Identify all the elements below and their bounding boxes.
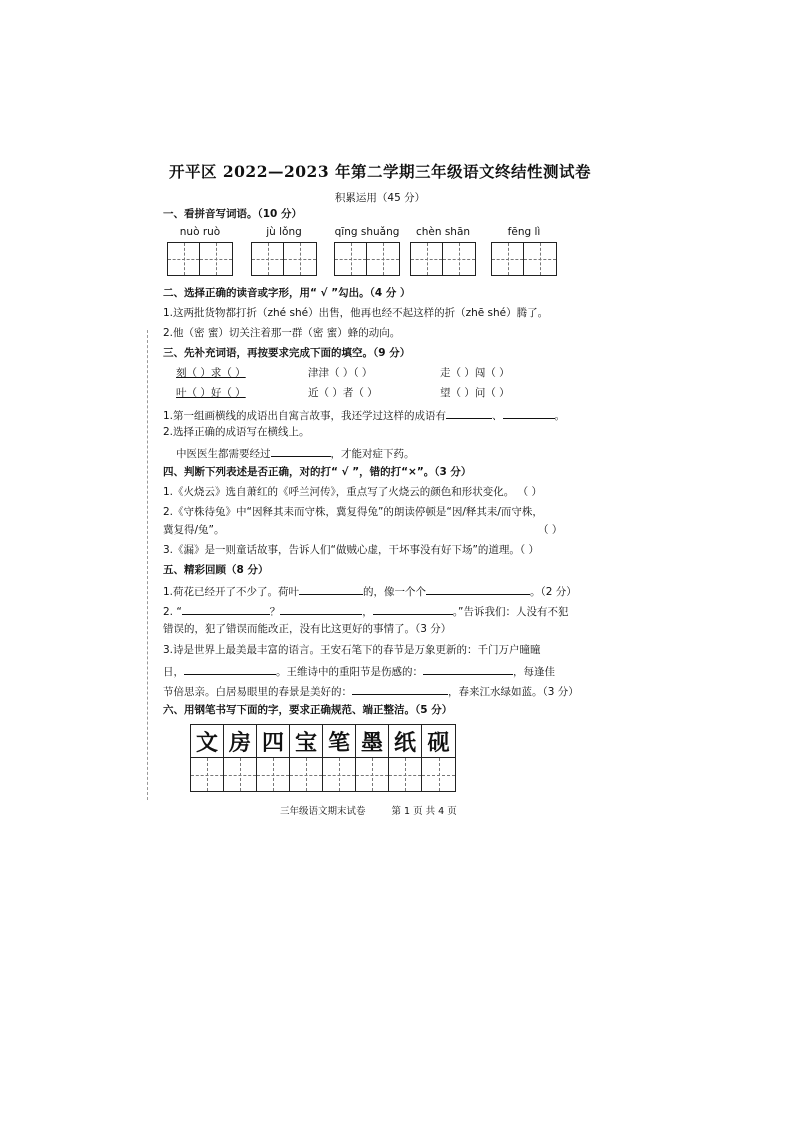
pinyin-item — [334, 226, 400, 276]
answer-blank[interactable] — [373, 603, 453, 615]
pinyin-item — [491, 226, 557, 276]
pinyin-text: fēng lì — [507, 226, 541, 238]
pinyin-text: nuò ruò — [179, 226, 221, 238]
model-character: 四 — [261, 729, 284, 756]
model-character: 文 — [195, 729, 218, 756]
pinyin-item — [167, 226, 233, 276]
writing-cell[interactable] — [224, 758, 257, 791]
q5-line-2-cont: 错误的，犯了错误而能改正，没有比这更好的事情了。（3 分） — [163, 623, 452, 635]
pinyin-text: chèn shān — [415, 226, 471, 238]
footer-page-number: 第 1 页 共 4 页 — [391, 806, 457, 817]
pinyin-text: jù lǒng — [266, 226, 302, 238]
answer-blank[interactable] — [184, 663, 276, 675]
page-footer — [280, 803, 483, 817]
q3-heading: 三、先补充词语，再按要求完成下面的填空。（9 分） — [163, 347, 411, 359]
q4-line-1: 1.《火烧云》选自萧红的《呼兰河传》，重点写了火烧云的颜色和形状变化。 （ ） — [163, 486, 542, 498]
answer-blank[interactable] — [271, 445, 331, 457]
tian-grid[interactable] — [410, 242, 476, 276]
q4-line-4: 3.《漏》是一则童话故事，告诉人们“做贼心虚，干坏事没有好下场”的道理。（ ） — [163, 544, 539, 556]
q4-answer-paren[interactable]: （ ） — [538, 524, 563, 536]
model-character: 纸 — [393, 729, 416, 756]
idiom-blank: 刻（ ）求（ ） — [176, 367, 246, 379]
q5-heading: 五、精彩回顾（8 分） — [163, 564, 269, 576]
writing-cell[interactable] — [422, 758, 455, 791]
q4-line-3: 冀复得/兔”。 — [163, 524, 225, 536]
q4-line-2: 2.《守株待兔》中“因释其耒而守株，冀复得兔”的朗读停顿是“因/释其耒/而守株， — [163, 506, 543, 518]
q2-line-1: 1.这两批货物都打折（zhé shé）出售，他再也经不起这样的折（zhē shé）腾了。 — [163, 307, 549, 319]
answer-blank[interactable] — [446, 407, 492, 419]
model-character: 宝 — [294, 729, 317, 756]
q2-line-2: 2.他（密 蜜）切关注着那一群（密 蜜）蜂的动向。 — [163, 327, 401, 339]
tian-grid[interactable] — [167, 242, 233, 276]
writing-cell[interactable] — [257, 758, 290, 791]
q3-sub-2-sentence: 中医医生都需要经过 ，才能对症下药。 — [176, 445, 415, 461]
q1-heading: 一、看拼音写词语。（10 分） — [163, 208, 303, 220]
idiom-blank: 走（ ）闯（ ） — [440, 367, 510, 379]
answer-blank[interactable] — [352, 683, 448, 695]
answer-blank[interactable] — [423, 663, 513, 675]
answer-blank[interactable] — [426, 583, 530, 595]
model-character: 笔 — [327, 729, 350, 756]
section-subtitle: 积累运用（45 分） — [334, 192, 426, 204]
idiom-blank: 望（ ）问（ ） — [440, 387, 510, 399]
q5-line-1: 1.荷花已经开了不少了。荷叶 的，像一个个 。（2 分） — [163, 583, 577, 599]
writing-cell[interactable] — [191, 758, 224, 791]
q5-line-3-cont: 日， 。王维诗中的重阳节是伤感的： ，每逢佳 — [163, 663, 555, 679]
q3-sub-1: 1.第一组画横线的成语出自寓言故事，我还学过这样的成语有 、 。 — [163, 407, 565, 423]
exam-title: 开平区 2022—2023 年第二学期三年级语文终结性测试卷 — [168, 162, 592, 181]
answer-blank[interactable] — [182, 603, 270, 615]
tian-grid[interactable] — [491, 242, 557, 276]
handwriting-grid[interactable] — [190, 724, 456, 792]
model-character: 房 — [228, 729, 251, 756]
writing-cell[interactable] — [323, 758, 356, 791]
pinyin-item — [251, 226, 317, 276]
idiom-blank: 叶（ ）好（ ） — [176, 387, 246, 399]
pinyin-text: qīng shuǎng — [334, 226, 400, 238]
q5-line-2: 2. “ ？ ， 。”告诉我们：人没有不犯 — [163, 603, 569, 619]
writing-cell[interactable] — [356, 758, 389, 791]
footer-paper-name: 三年级语文期末试卷 — [280, 806, 366, 817]
idiom-blank: 近（ ）者（ ） — [308, 387, 378, 399]
answer-blank[interactable] — [280, 603, 362, 615]
binding-line — [147, 330, 148, 800]
answer-blank[interactable] — [299, 583, 363, 595]
writing-cell[interactable] — [389, 758, 422, 791]
tian-grid[interactable] — [251, 242, 317, 276]
tian-grid[interactable] — [334, 242, 400, 276]
q6-heading: 六、用钢笔书写下面的字，要求正确规范、端正整洁。（5 分） — [163, 704, 453, 716]
q4-heading: 四、判断下列表述是否正确，对的打“ √ ”，错的打“×”。（3 分） — [163, 466, 472, 478]
pinyin-item — [410, 226, 476, 276]
answer-blank[interactable] — [503, 407, 555, 419]
q2-heading: 二、选择正确的读音或字形，用“ √ ”勾出。（4 分 ） — [163, 287, 411, 299]
q5-line-3-end: 节倍思亲。白居易眼里的春景是美好的： ，春来江水绿如蓝。（3 分） — [163, 683, 579, 699]
idiom-blank: 津津（ ）（ ） — [308, 367, 373, 379]
model-character: 墨 — [360, 729, 383, 756]
q5-line-3: 3.诗是世界上最美最丰富的语言。王安石笔下的春节是万象更新的：千门万户曈曈 — [163, 644, 541, 656]
writing-cell[interactable] — [290, 758, 323, 791]
model-character: 砚 — [427, 729, 450, 756]
q3-sub-2: 2.选择正确的成语写在横线上。 — [163, 426, 310, 438]
